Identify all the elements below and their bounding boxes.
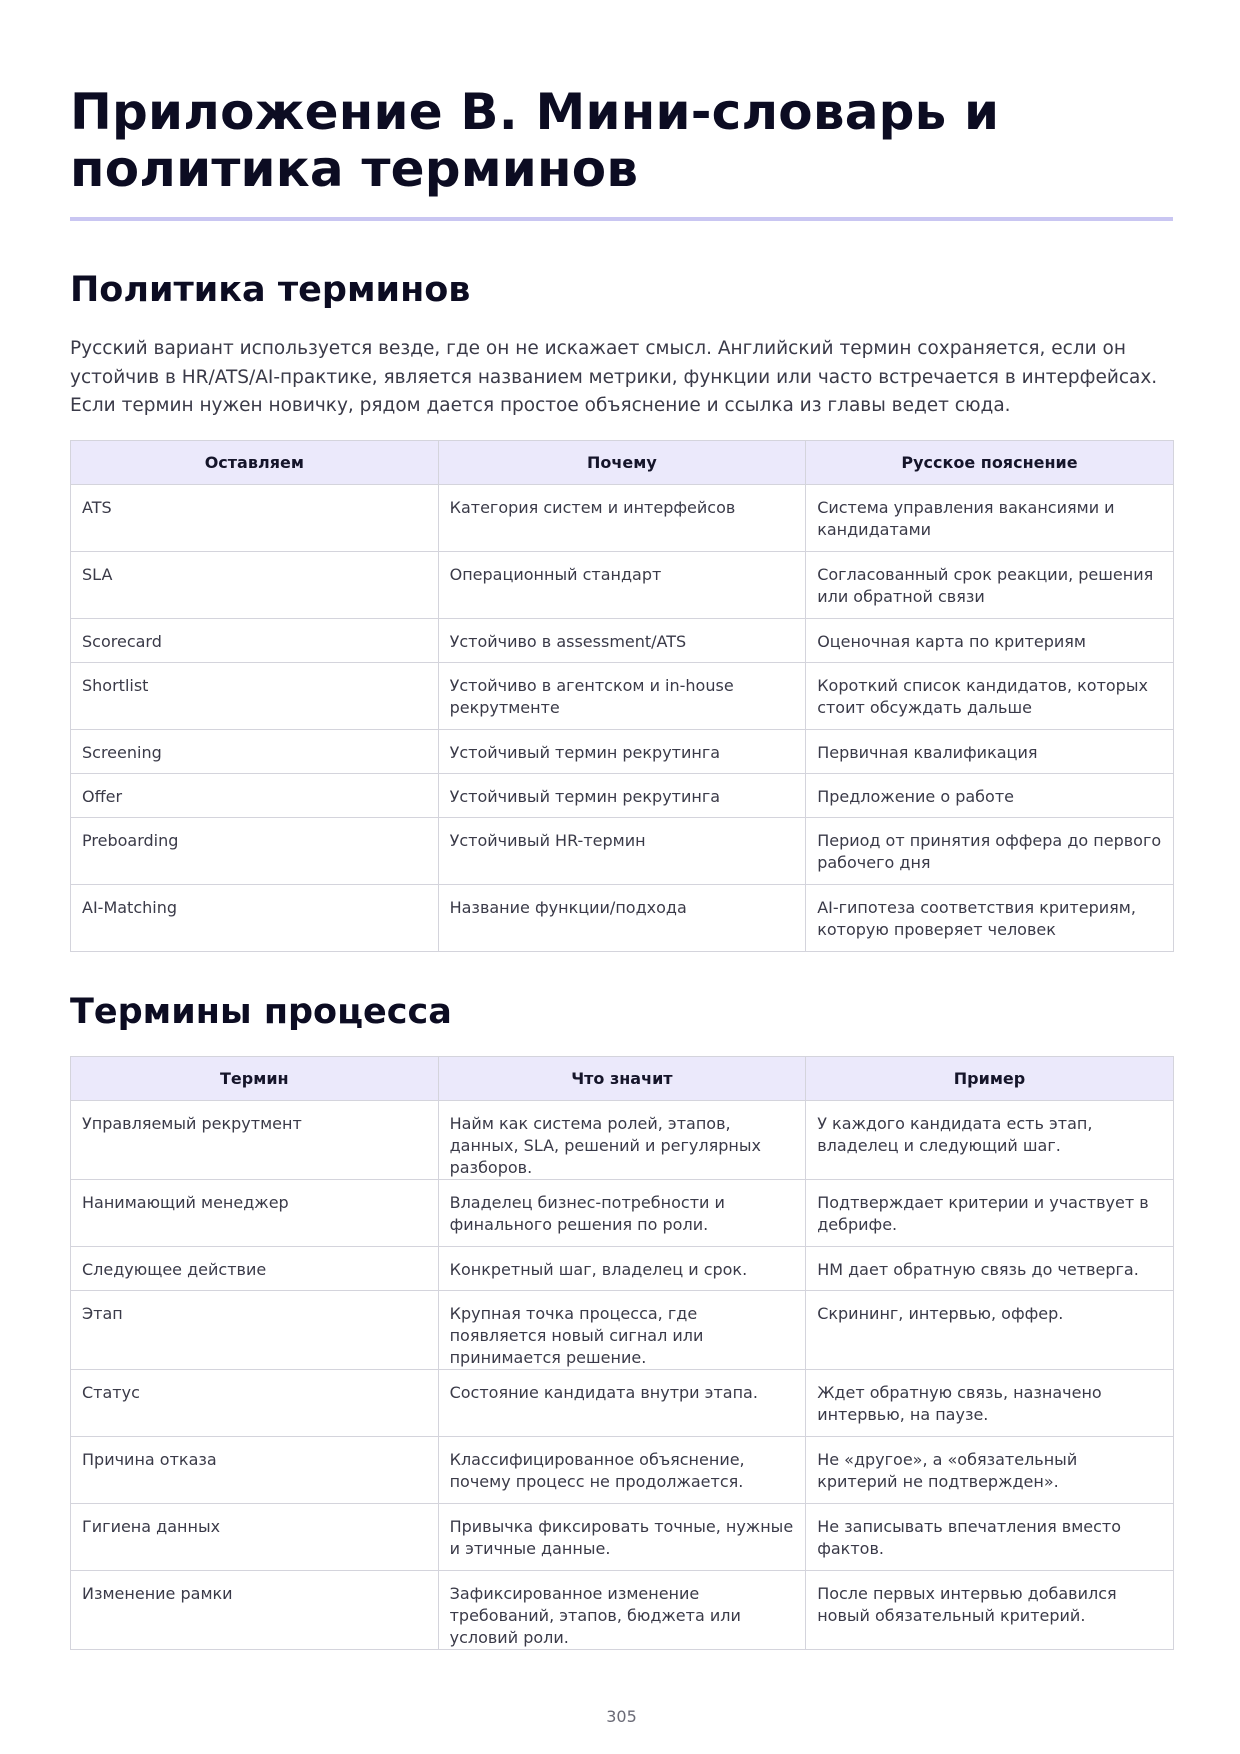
table-cell: Подтверждает критерии и участвует в дебрифе. <box>806 1180 1174 1247</box>
table-cell: Не записывать впечатления вместо фактов. <box>806 1504 1174 1571</box>
table-cell: Управляемый рекрутмент <box>71 1101 439 1180</box>
table-row <box>71 1101 1174 1180</box>
table-cell: Изменение рамки <box>71 1571 439 1650</box>
policy-terms-table <box>70 440 1174 952</box>
table-row <box>71 552 1174 619</box>
table-cell: Статус <box>71 1370 439 1437</box>
table-cell: Классифицированное объяснение, почему процесс не продолжается. <box>438 1437 806 1504</box>
table-cell: Scorecard <box>71 619 439 663</box>
table-row <box>71 1291 1174 1370</box>
table-cell: Скрининг, интервью, оффер. <box>806 1291 1174 1370</box>
table-row <box>71 485 1174 552</box>
table-cell: Устойчивый HR-термин <box>438 818 806 885</box>
table-row <box>71 1247 1174 1291</box>
table-cell: Привычка фиксировать точные, нужные и этичные данные. <box>438 1504 806 1571</box>
table-cell: Найм как система ролей, этапов, данных, SLA, решений и регулярных разборов. <box>438 1101 806 1180</box>
table-row <box>71 1571 1174 1650</box>
table-row <box>71 818 1174 885</box>
column-header: Русское пояснение <box>806 441 1174 485</box>
table-cell: Shortlist <box>71 663 439 730</box>
table-cell: Устойчиво в assessment/ATS <box>438 619 806 663</box>
title-divider <box>70 217 1173 221</box>
column-header: Термин <box>71 1057 439 1101</box>
table-row <box>71 1180 1174 1247</box>
table-row <box>71 1504 1174 1571</box>
table-row <box>71 730 1174 774</box>
policy-intro-paragraph: Русский вариант используется везде, где он не искажает смысл. Английский термин сохраняется, если он устойчив в HR/ATS/AI-практике, является названием метрики, функции или часто встречается в интерфейсах. Если термин нужен новичку, рядом дается простое объяснение и ссылка из главы ведет сюда. <box>70 338 1158 416</box>
column-header: Оставляем <box>71 441 439 485</box>
table-cell: ATS <box>71 485 439 552</box>
table-cell: HM дает обратную связь до четверга. <box>806 1247 1174 1291</box>
page-number: 305 <box>606 1707 637 1726</box>
column-header: Пример <box>806 1057 1174 1101</box>
table-cell: Устойчивый термин рекрутинга <box>438 774 806 818</box>
table-cell: Нанимающий менеджер <box>71 1180 439 1247</box>
table-cell: Устойчиво в агентском и in-house рекрутменте <box>438 663 806 730</box>
table-cell: Зафиксированное изменение требований, этапов, бюджета или условий роли. <box>438 1571 806 1650</box>
table-cell: После первых интервью добавился новый обязательный критерий. <box>806 1571 1174 1650</box>
table-cell: Короткий список кандидатов, которых стоит обсуждать дальше <box>806 663 1174 730</box>
table-cell: AI-Matching <box>71 885 439 952</box>
table-row <box>71 619 1174 663</box>
process-terms-table <box>70 1056 1174 1650</box>
table-cell: Состояние кандидата внутри этапа. <box>438 1370 806 1437</box>
table-header-row <box>71 1057 1174 1101</box>
table-cell: SLA <box>71 552 439 619</box>
section-heading-policy: Политика терминов <box>70 270 471 310</box>
table-cell: Гигиена данных <box>71 1504 439 1571</box>
column-header: Почему <box>438 441 806 485</box>
table-cell: Операционный стандарт <box>438 552 806 619</box>
table-cell: Не «другое», а «обязательный критерий не подтвержден». <box>806 1437 1174 1504</box>
table-cell: Конкретный шаг, владелец и срок. <box>438 1247 806 1291</box>
table-cell: Причина отказа <box>71 1437 439 1504</box>
page-title: Приложение В. Мини-словарь и политика терминов <box>70 83 1000 198</box>
table-cell: Устойчивый термин рекрутинга <box>438 730 806 774</box>
table-row <box>71 774 1174 818</box>
table-cell: Категория систем и интерфейсов <box>438 485 806 552</box>
table-cell: Согласованный срок реакции, решения или обратной связи <box>806 552 1174 619</box>
table-row <box>71 663 1174 730</box>
table-cell: У каждого кандидата есть этап, владелец и следующий шаг. <box>806 1101 1174 1180</box>
table-header-row <box>71 441 1174 485</box>
table-cell: AI-гипотеза соответствия критериям, которую проверяет человек <box>806 885 1174 952</box>
table-cell: Система управления вакансиями и кандидатами <box>806 485 1174 552</box>
column-header: Что значит <box>438 1057 806 1101</box>
table-cell: Следующее действие <box>71 1247 439 1291</box>
table-cell: Владелец бизнес-потребности и финального решения по роли. <box>438 1180 806 1247</box>
table-cell: Предложение о работе <box>806 774 1174 818</box>
table-cell: Screening <box>71 730 439 774</box>
table-cell: Ждет обратную связь, назначено интервью, на паузе. <box>806 1370 1174 1437</box>
table-cell: Оценочная карта по критериям <box>806 619 1174 663</box>
table-cell: Название функции/подхода <box>438 885 806 952</box>
table-row <box>71 1437 1174 1504</box>
section-heading-process-terms: Термины процесса <box>70 992 452 1032</box>
table-row <box>71 885 1174 952</box>
table-row <box>71 1370 1174 1437</box>
table-cell: Крупная точка процесса, где появляется новый сигнал или принимается решение. <box>438 1291 806 1370</box>
table-cell: Offer <box>71 774 439 818</box>
table-cell: Период от принятия оффера до первого рабочего дня <box>806 818 1174 885</box>
table-cell: Preboarding <box>71 818 439 885</box>
table-cell: Первичная квалификация <box>806 730 1174 774</box>
table-cell: Этап <box>71 1291 439 1370</box>
